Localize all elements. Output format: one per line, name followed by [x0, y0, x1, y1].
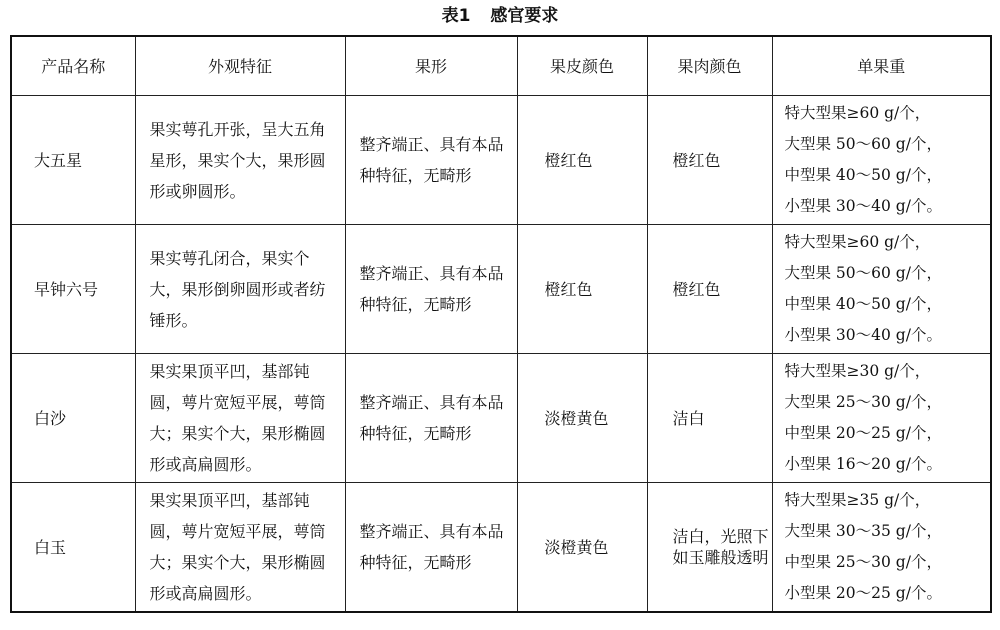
cell-appearance: 果实萼孔开张，呈大五角星形，果实个大，果形圆形或卵圆形。 [135, 96, 345, 225]
header-row [11, 36, 991, 96]
table-number: 表1 [441, 6, 471, 26]
cell-product-name: 大五星 [11, 96, 135, 225]
sensory-requirements-table [10, 35, 992, 613]
weight-medium: 中型果 20～25 g/个， [784, 424, 942, 443]
cell-fruit-shape: 整齐端正、具有本品种特征，无畸形 [345, 483, 517, 612]
cell-product-name: 白沙 [11, 354, 135, 483]
cell-appearance: 果实果顶平凹，基部钝圆，萼片宽短平展，萼筒大；果实个大，果形椭圆形或高扁圆形。 [135, 354, 345, 483]
table-row [11, 483, 991, 612]
cell-fruit-weight [772, 354, 991, 483]
weight-extra-large: 特大型果≥60 g/个， [784, 104, 931, 123]
cell-product-name: 早钟六号 [11, 225, 135, 354]
header-flesh-color: 果肉颜色 [647, 36, 772, 96]
weight-large: 大型果 30～35 g/个， [784, 522, 942, 541]
header-fruit-weight: 单果重 [772, 36, 991, 96]
weight-small: 小型果 16～20 g/个。 [784, 455, 942, 474]
cell-peel-color: 橙红色 [517, 225, 647, 354]
table-row [11, 225, 991, 354]
header-appearance: 外观特征 [135, 36, 345, 96]
cell-fruit-shape: 整齐端正、具有本品种特征，无畸形 [345, 354, 517, 483]
cell-flesh-color: 洁白，光照下如玉雕般透明 [647, 483, 772, 612]
cell-fruit-weight [772, 225, 991, 354]
cell-appearance: 果实果顶平凹，基部钝圆，萼片宽短平展，萼筒大；果实个大，果形椭圆形或高扁圆形。 [135, 483, 345, 612]
weight-extra-large: 特大型果≥30 g/个， [784, 362, 931, 381]
cell-appearance: 果实萼孔闭合，果实个大，果形倒卵圆形或者纺锤形。 [135, 225, 345, 354]
cell-fruit-weight [772, 96, 991, 225]
header-peel-color: 果皮颜色 [517, 36, 647, 96]
weight-small: 小型果 30～40 g/个。 [784, 326, 942, 345]
weight-large: 大型果 50～60 g/个， [784, 135, 942, 154]
weight-extra-large: 特大型果≥60 g/个， [784, 233, 931, 252]
header-fruit-shape: 果形 [345, 36, 517, 96]
cell-peel-color: 橙红色 [517, 96, 647, 225]
weight-small: 小型果 30～40 g/个。 [784, 197, 942, 216]
weight-large: 大型果 50～60 g/个， [784, 264, 942, 283]
cell-flesh-color: 橙红色 [647, 225, 772, 354]
cell-fruit-shape: 整齐端正、具有本品种特征，无畸形 [345, 96, 517, 225]
cell-product-name: 白玉 [11, 483, 135, 612]
weight-medium: 中型果 40～50 g/个， [784, 166, 942, 185]
weight-small: 小型果 20～25 g/个。 [784, 584, 942, 603]
table-caption [0, 4, 1000, 28]
weight-extra-large: 特大型果≥35 g/个， [784, 491, 931, 510]
cell-peel-color: 淡橙黄色 [517, 483, 647, 612]
table-row [11, 96, 991, 225]
weight-large: 大型果 25～30 g/个， [784, 393, 942, 412]
cell-flesh-color: 洁白 [647, 354, 772, 483]
table-row [11, 354, 991, 483]
cell-flesh-color: 橙红色 [647, 96, 772, 225]
weight-medium: 中型果 25～30 g/个， [784, 553, 942, 572]
cell-peel-color: 淡橙黄色 [517, 354, 647, 483]
table-title: 感官要求 [490, 6, 559, 26]
cell-fruit-weight [772, 483, 991, 612]
header-product-name: 产品名称 [11, 36, 135, 96]
cell-fruit-shape: 整齐端正、具有本品种特征，无畸形 [345, 225, 517, 354]
weight-medium: 中型果 40～50 g/个， [784, 295, 942, 314]
